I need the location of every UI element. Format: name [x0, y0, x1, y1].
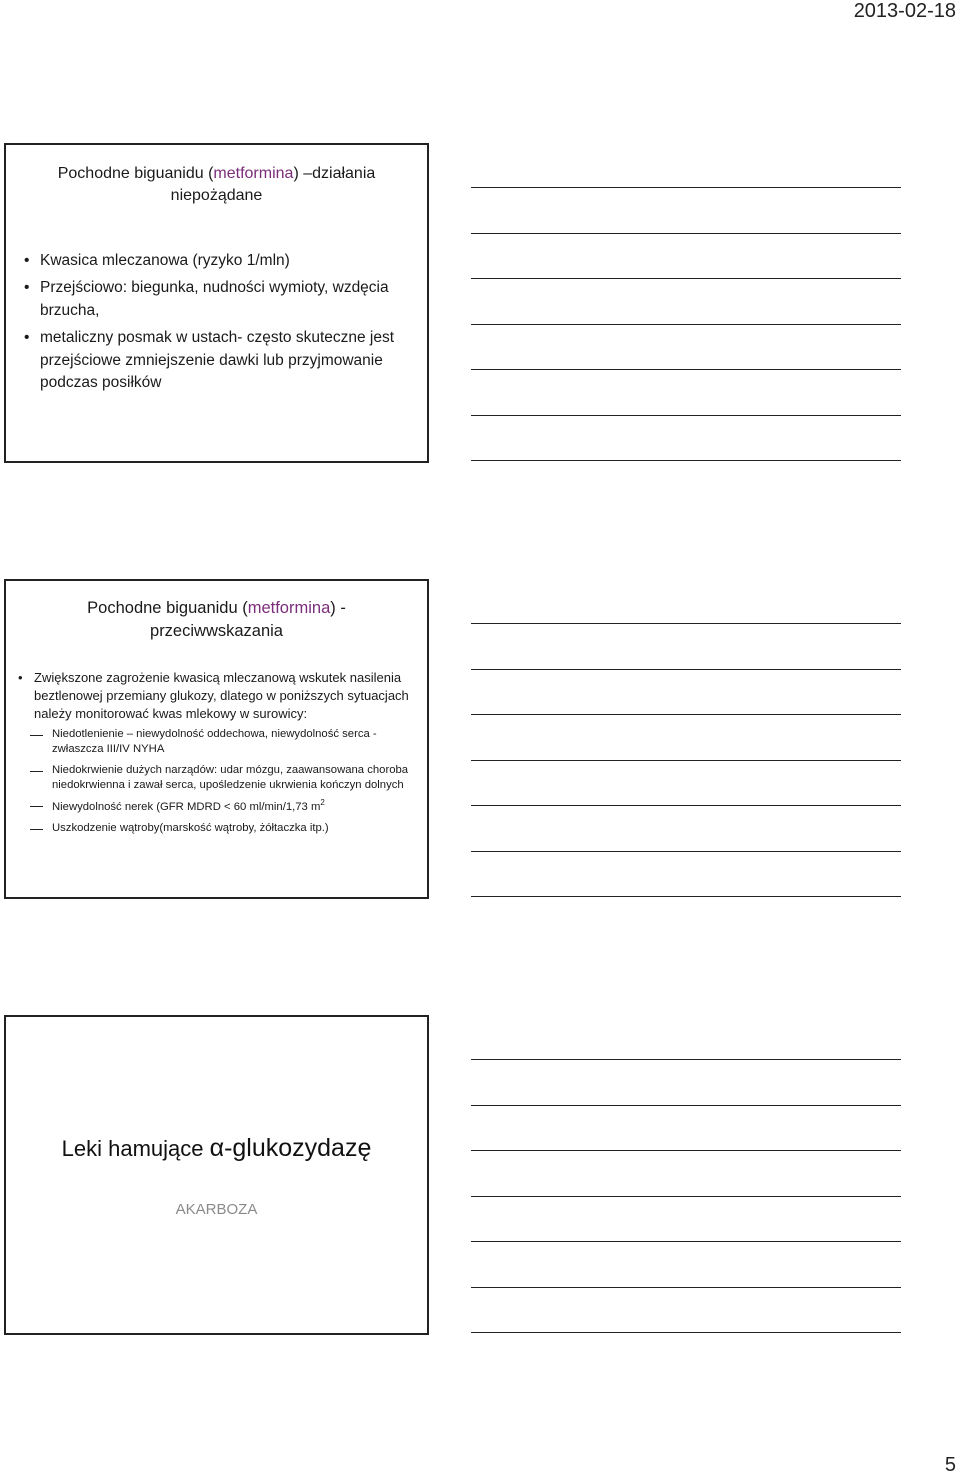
note-line — [471, 896, 901, 897]
note-line — [471, 1287, 901, 1288]
page-number: 5 — [944, 1454, 956, 1476]
note-line — [471, 1241, 901, 1242]
note-line — [471, 714, 901, 715]
note-line — [471, 1150, 901, 1151]
sub-list-item: Niedotlenienie – niewydolność oddechowa, niewydolność serca - zwłaszcza III/IV NYHA — [52, 727, 411, 758]
title-highlight: metformina — [213, 165, 294, 182]
note-line — [471, 1196, 901, 1197]
slide-metformina-contraindications — [4, 579, 429, 899]
list-item: • metaliczny posmak w ustach- często skuteczne jest przejściowe zmniejszenie dawki lub przyjmowanie podczas posiłków — [40, 327, 407, 394]
title-text-post: ) –działania niepożądane — [170, 165, 376, 205]
note-line — [471, 415, 901, 416]
sub-list-item: Uszkodzenie wątroby(marskość wątroby, żółtaczka itp.) — [52, 821, 411, 836]
title-highlight: metformina — [247, 599, 331, 617]
slide-metformina-side-effects — [4, 143, 429, 463]
sub-item-text: Niewydolność nerek (GFR MDRD < 60 ml/min/1,73 m — [52, 801, 321, 814]
note-line — [471, 851, 901, 852]
note-line — [471, 805, 901, 806]
note-line — [471, 187, 901, 188]
note-line — [471, 278, 901, 279]
bullet-list — [34, 669, 411, 836]
sub-list-item: Niedokrwienie dużych narządów: udar mózgu, zaawansowana choroba niedokrwienna i zawał serca, upośledzenie ukrwienia kończyn dolnych — [52, 763, 411, 794]
sub-list-item — [52, 798, 411, 815]
slide-subtitle: AKARBOZA — [175, 1201, 258, 1218]
note-line — [471, 460, 901, 461]
note-line — [471, 1059, 901, 1060]
note-line — [471, 669, 901, 670]
title-text: Leki hamujące — [61, 1136, 210, 1161]
slide-alpha-glucosidase — [4, 1015, 429, 1335]
title-text-post: ) - przeciwwskazania — [150, 599, 346, 641]
list-item — [34, 669, 411, 836]
title-text-pre: Pochodne biguanidu ( — [87, 599, 248, 617]
note-line — [471, 233, 901, 234]
note-line — [471, 760, 901, 761]
bullet-text: Zwiększone zagrożenie kwasicą mleczanową wskutek nasilenia beztlenowej przemiany glukozy, dlatego w poniższych sytuacjach należy monitorować kwas mlekowy w surowicy: — [34, 670, 409, 722]
note-line — [471, 1332, 901, 1333]
list-item: • Przejściowo: biegunka, nudności wymioty, wzdęcia brzucha, — [40, 277, 407, 322]
slide-title — [26, 163, 407, 208]
list-item: • Kwasica mleczanowa (ryzyko 1/mln) — [40, 250, 407, 272]
title-text-pre: Pochodne biguanidu ( — [57, 165, 214, 182]
superscript: 2 — [320, 798, 325, 808]
note-line — [471, 324, 901, 325]
slide-title — [26, 597, 407, 643]
slide-title — [6, 1134, 427, 1163]
sub-bullet-list — [52, 727, 411, 836]
date-label: 2013-02-18 — [853, 0, 956, 22]
note-line — [471, 1105, 901, 1106]
title-alpha: α-glukozydazę — [209, 1134, 372, 1162]
note-line — [471, 623, 901, 624]
note-line — [471, 369, 901, 370]
bullet-list — [40, 250, 407, 395]
